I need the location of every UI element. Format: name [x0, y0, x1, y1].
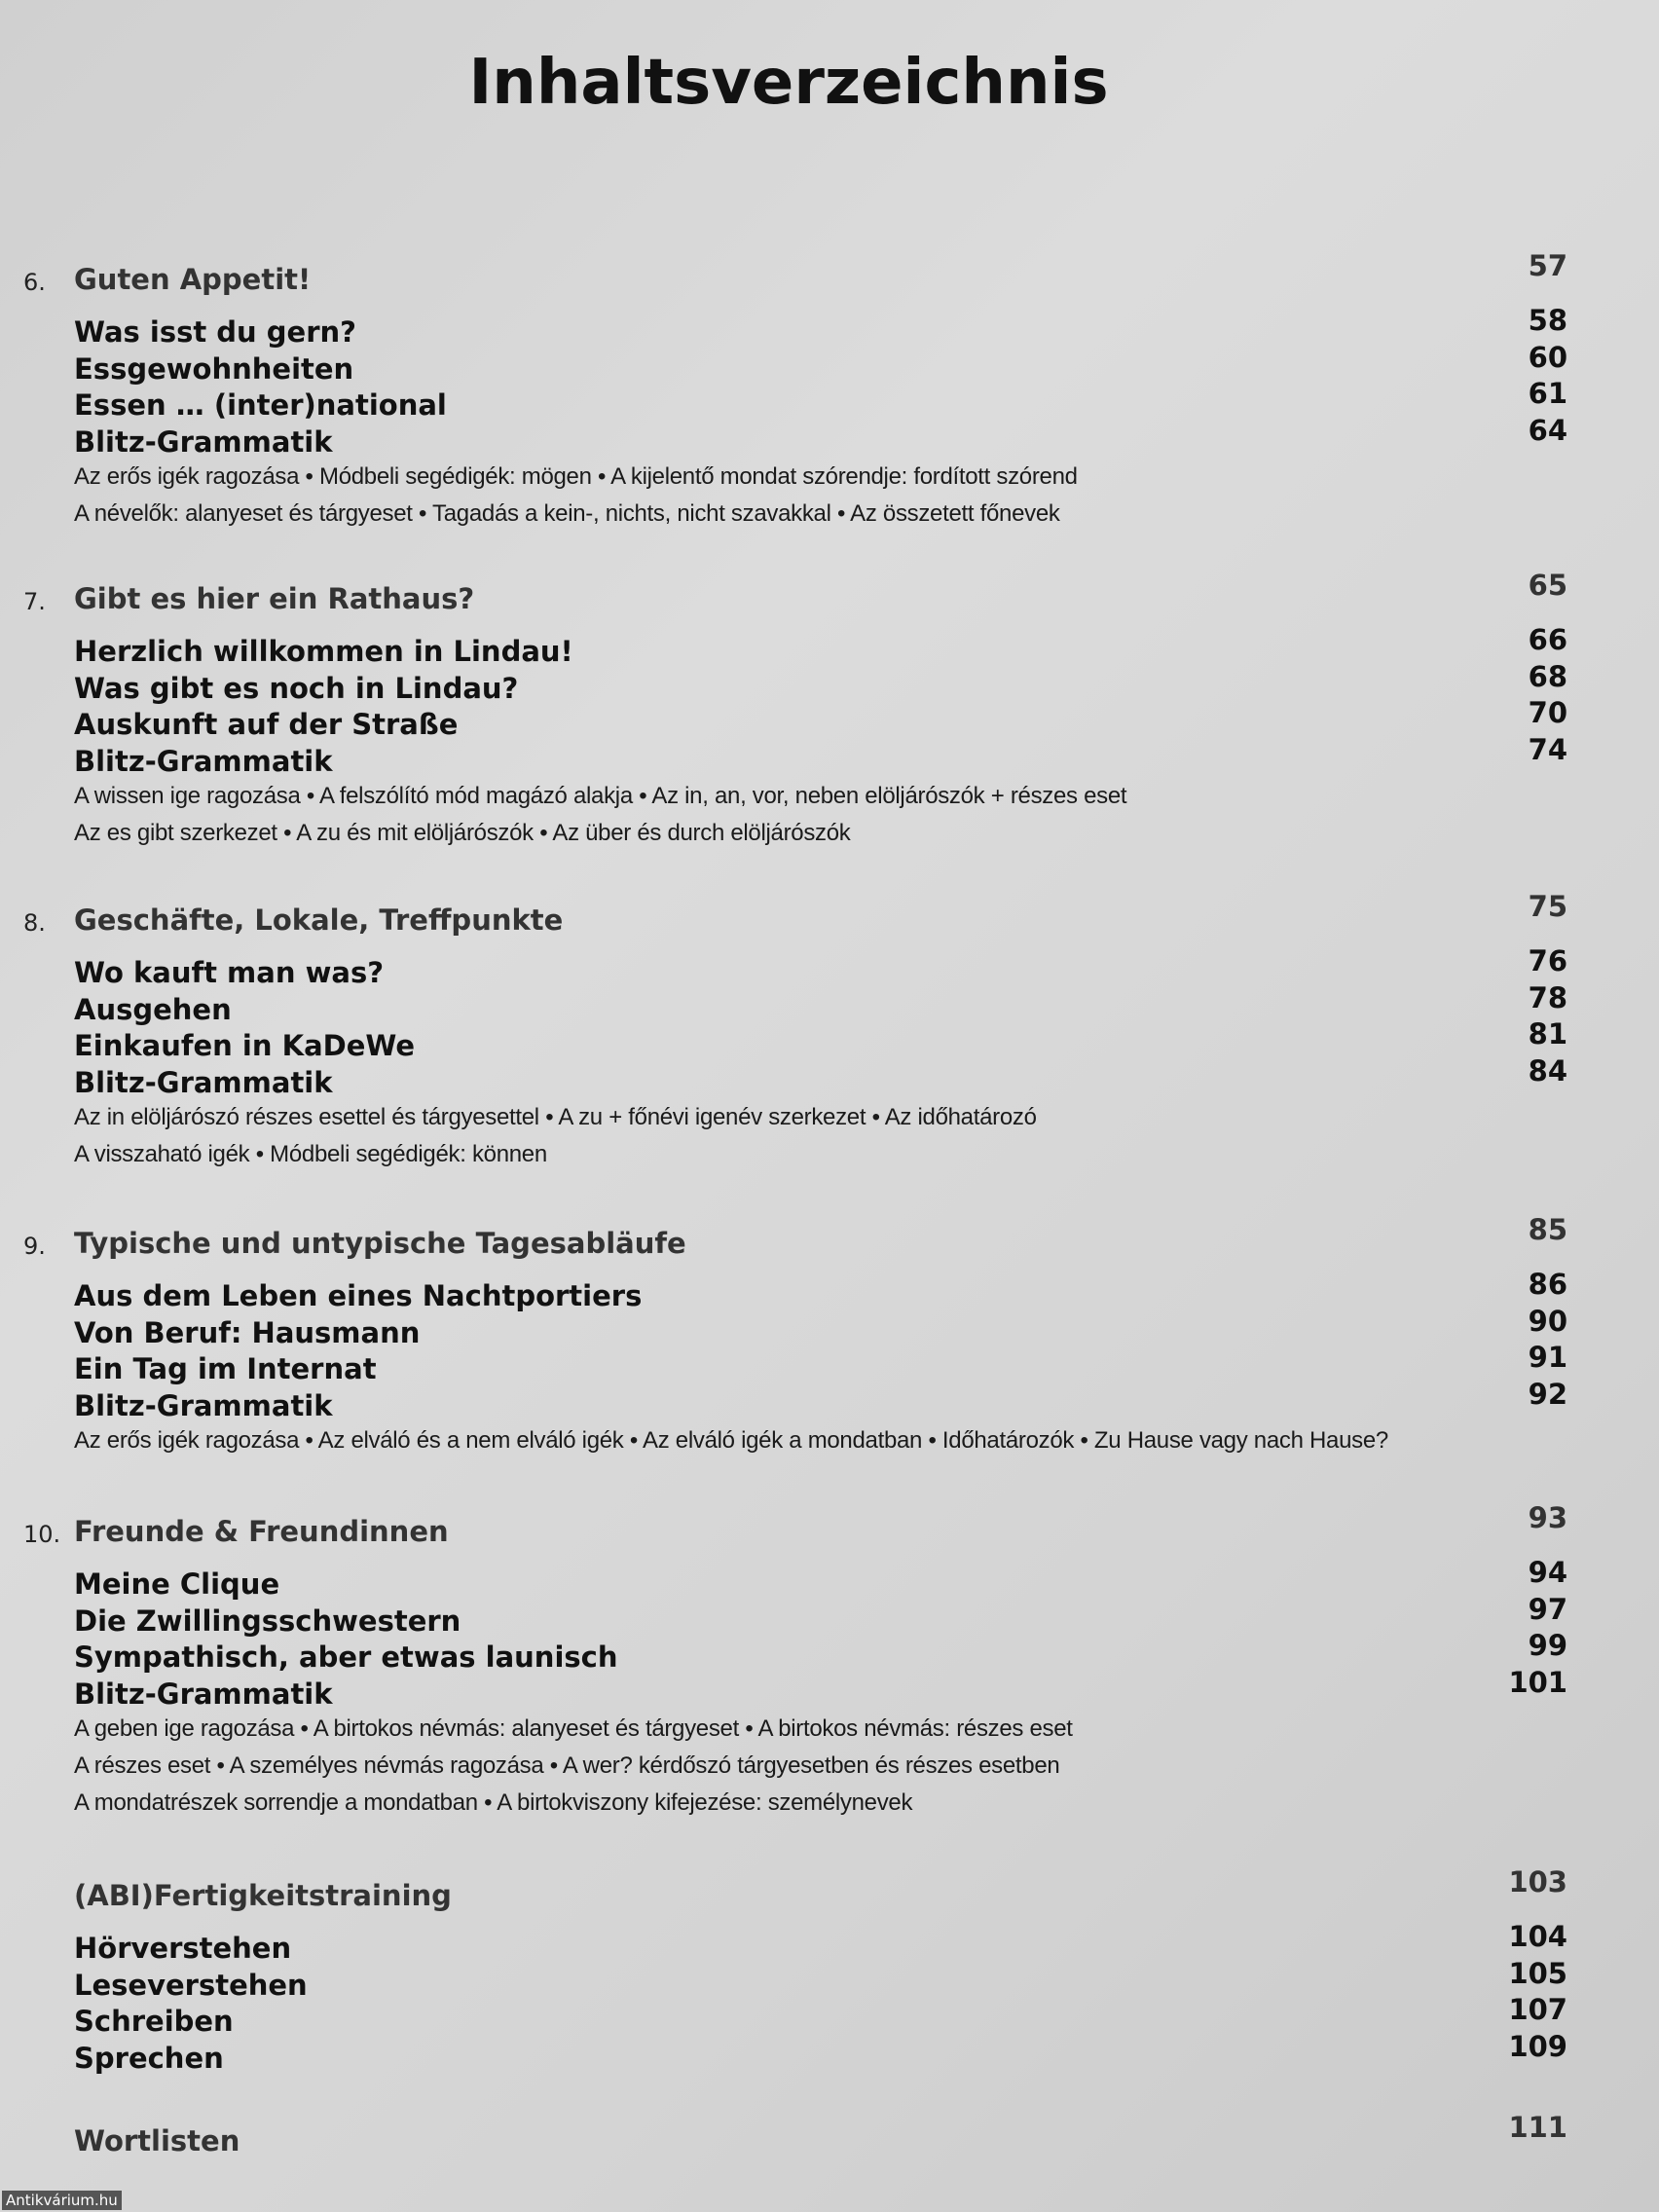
section-title[interactable]: Einkaufen in KaDeWe [74, 1029, 416, 1062]
grammar-topics: A részes eset • A személyes névmás ragozása • A wer? kérdőszó tárgyesetben és részes esetben [74, 1752, 1060, 1779]
section-page: 76 [1528, 944, 1567, 977]
section-title[interactable]: Ein Tag im Internat [74, 1352, 377, 1385]
chapter-title[interactable]: Geschäfte, Lokale, Treffpunkte [74, 903, 564, 937]
section-page: 109 [1508, 2029, 1567, 2063]
chapter-title[interactable]: Typische und untypische Tagesabläufe [74, 1227, 686, 1260]
section-title[interactable]: Blitz-Grammatik [74, 424, 333, 459]
grammar-topics: Az in elöljárószó részes esettel és tárgyesettel • A zu + főnévi igenév szerkezet • Az időhatározó [74, 1104, 1037, 1130]
chapter-page: 65 [1528, 569, 1567, 602]
section-page: 105 [1508, 1956, 1567, 1990]
chapter-title[interactable]: Freunde & Freundinnen [74, 1515, 449, 1548]
section-title[interactable]: Blitz-Grammatik [74, 744, 333, 778]
grammar-topics: A wissen ige ragozása • A felszólító mód magázó alakja • Az in, an, vor, neben elöljárószók + részes eset [74, 783, 1127, 809]
grammar-topics: A mondatrészek sorrendje a mondatban • A birtokviszony kifejezése: személynevek [74, 1789, 913, 1816]
chapter-page: 103 [1508, 1865, 1567, 1899]
grammar-topics: A visszaható igék • Módbeli segédigék: können [74, 1141, 547, 1167]
section-page: 68 [1528, 659, 1567, 693]
section-title[interactable]: Blitz-Grammatik [74, 1677, 333, 1711]
section-title[interactable]: Ausgehen [74, 992, 232, 1026]
section-page: 101 [1508, 1665, 1567, 1699]
section-title[interactable]: Wo kauft man was? [74, 956, 385, 989]
section-page: 58 [1528, 304, 1567, 337]
chapter-number: 7. [23, 588, 46, 615]
page-title: Inhaltsverzeichnis [468, 47, 1109, 119]
section-title[interactable]: Auskunft auf der Straße [74, 708, 459, 741]
section-page: 97 [1528, 1592, 1567, 1626]
chapter-number: 8. [23, 909, 46, 937]
chapter-page: 57 [1528, 249, 1567, 282]
grammar-topics: A geben ige ragozása • A birtokos névmás: alanyeset és tárgyeset • A birtokos névmás: részes eset [74, 1715, 1073, 1742]
chapter-page: 111 [1508, 2111, 1567, 2144]
section-title[interactable]: Essgewohnheiten [74, 351, 354, 386]
section-title[interactable]: Sympathisch, aber etwas launisch [74, 1641, 618, 1674]
section-title[interactable]: Essen … (inter)national [74, 388, 447, 422]
chapter-title[interactable]: (ABI)Fertigkeitstraining [74, 1879, 452, 1912]
section-title[interactable]: Schreiben [74, 2005, 234, 2038]
section-title[interactable]: Von Beruf: Hausmann [74, 1315, 421, 1349]
section-page: 104 [1508, 1920, 1567, 1953]
chapter-number: 10. [23, 1521, 61, 1548]
section-page: 92 [1528, 1377, 1567, 1411]
grammar-topics: Az erős igék ragozása • Az elváló és a nem elváló igék • Az elváló igék a mondatban • Időhatározók • Zu Hause vagy nach Hause? [74, 1427, 1388, 1454]
section-title[interactable]: Die Zwillingsschwestern [74, 1604, 461, 1638]
section-page: 64 [1528, 413, 1567, 447]
chapter-number: 6. [23, 269, 46, 296]
section-page: 86 [1528, 1268, 1567, 1301]
section-title[interactable]: Herzlich willkommen in Lindau! [74, 635, 573, 668]
section-page: 90 [1528, 1304, 1567, 1338]
chapter-title[interactable]: Wortlisten [74, 2124, 240, 2157]
grammar-topics: Az es gibt szerkezet • A zu és mit elöljárószók • Az über és durch elöljárószók [74, 820, 851, 846]
chapter-number: 9. [23, 1233, 46, 1260]
section-page: 94 [1528, 1556, 1567, 1589]
section-page: 60 [1528, 340, 1567, 374]
section-title[interactable]: Aus dem Leben eines Nachtportiers [74, 1279, 643, 1312]
section-title[interactable]: Hörverstehen [74, 1932, 292, 1965]
section-title[interactable]: Was gibt es noch in Lindau? [74, 671, 519, 705]
watermark: Antikvárium.hu [2, 2191, 122, 2210]
section-title[interactable]: Meine Clique [74, 1567, 280, 1601]
chapter-title[interactable]: Guten Appetit! [74, 263, 312, 296]
section-page: 78 [1528, 980, 1567, 1014]
grammar-topics: A névelők: alanyeset és tárgyeset • Tagadás a kein-, nichts, nicht szavakkal • Az összetett főnevek [74, 500, 1060, 527]
section-page: 66 [1528, 623, 1567, 656]
section-page: 61 [1528, 377, 1567, 410]
section-page: 91 [1528, 1341, 1567, 1374]
section-title[interactable]: Blitz-Grammatik [74, 1065, 333, 1099]
chapter-page: 85 [1528, 1213, 1567, 1246]
section-page: 84 [1528, 1053, 1567, 1088]
section-title[interactable]: Was isst du gern? [74, 315, 356, 349]
section-title[interactable]: Leseverstehen [74, 1968, 308, 2002]
section-page: 81 [1528, 1017, 1567, 1051]
section-page: 70 [1528, 696, 1567, 729]
chapter-title[interactable]: Gibt es hier ein Rathaus? [74, 582, 475, 615]
section-title[interactable]: Sprechen [74, 2041, 224, 2075]
chapter-page: 75 [1528, 890, 1567, 923]
section-page: 107 [1508, 1993, 1567, 2026]
section-page: 74 [1528, 732, 1567, 766]
chapter-page: 93 [1528, 1501, 1567, 1534]
section-page: 99 [1528, 1629, 1567, 1662]
grammar-topics: Az erős igék ragozása • Módbeli segédigék: mögen • A kijelentő mondat szórendje: fordított szórend [74, 463, 1078, 490]
section-title[interactable]: Blitz-Grammatik [74, 1388, 333, 1422]
